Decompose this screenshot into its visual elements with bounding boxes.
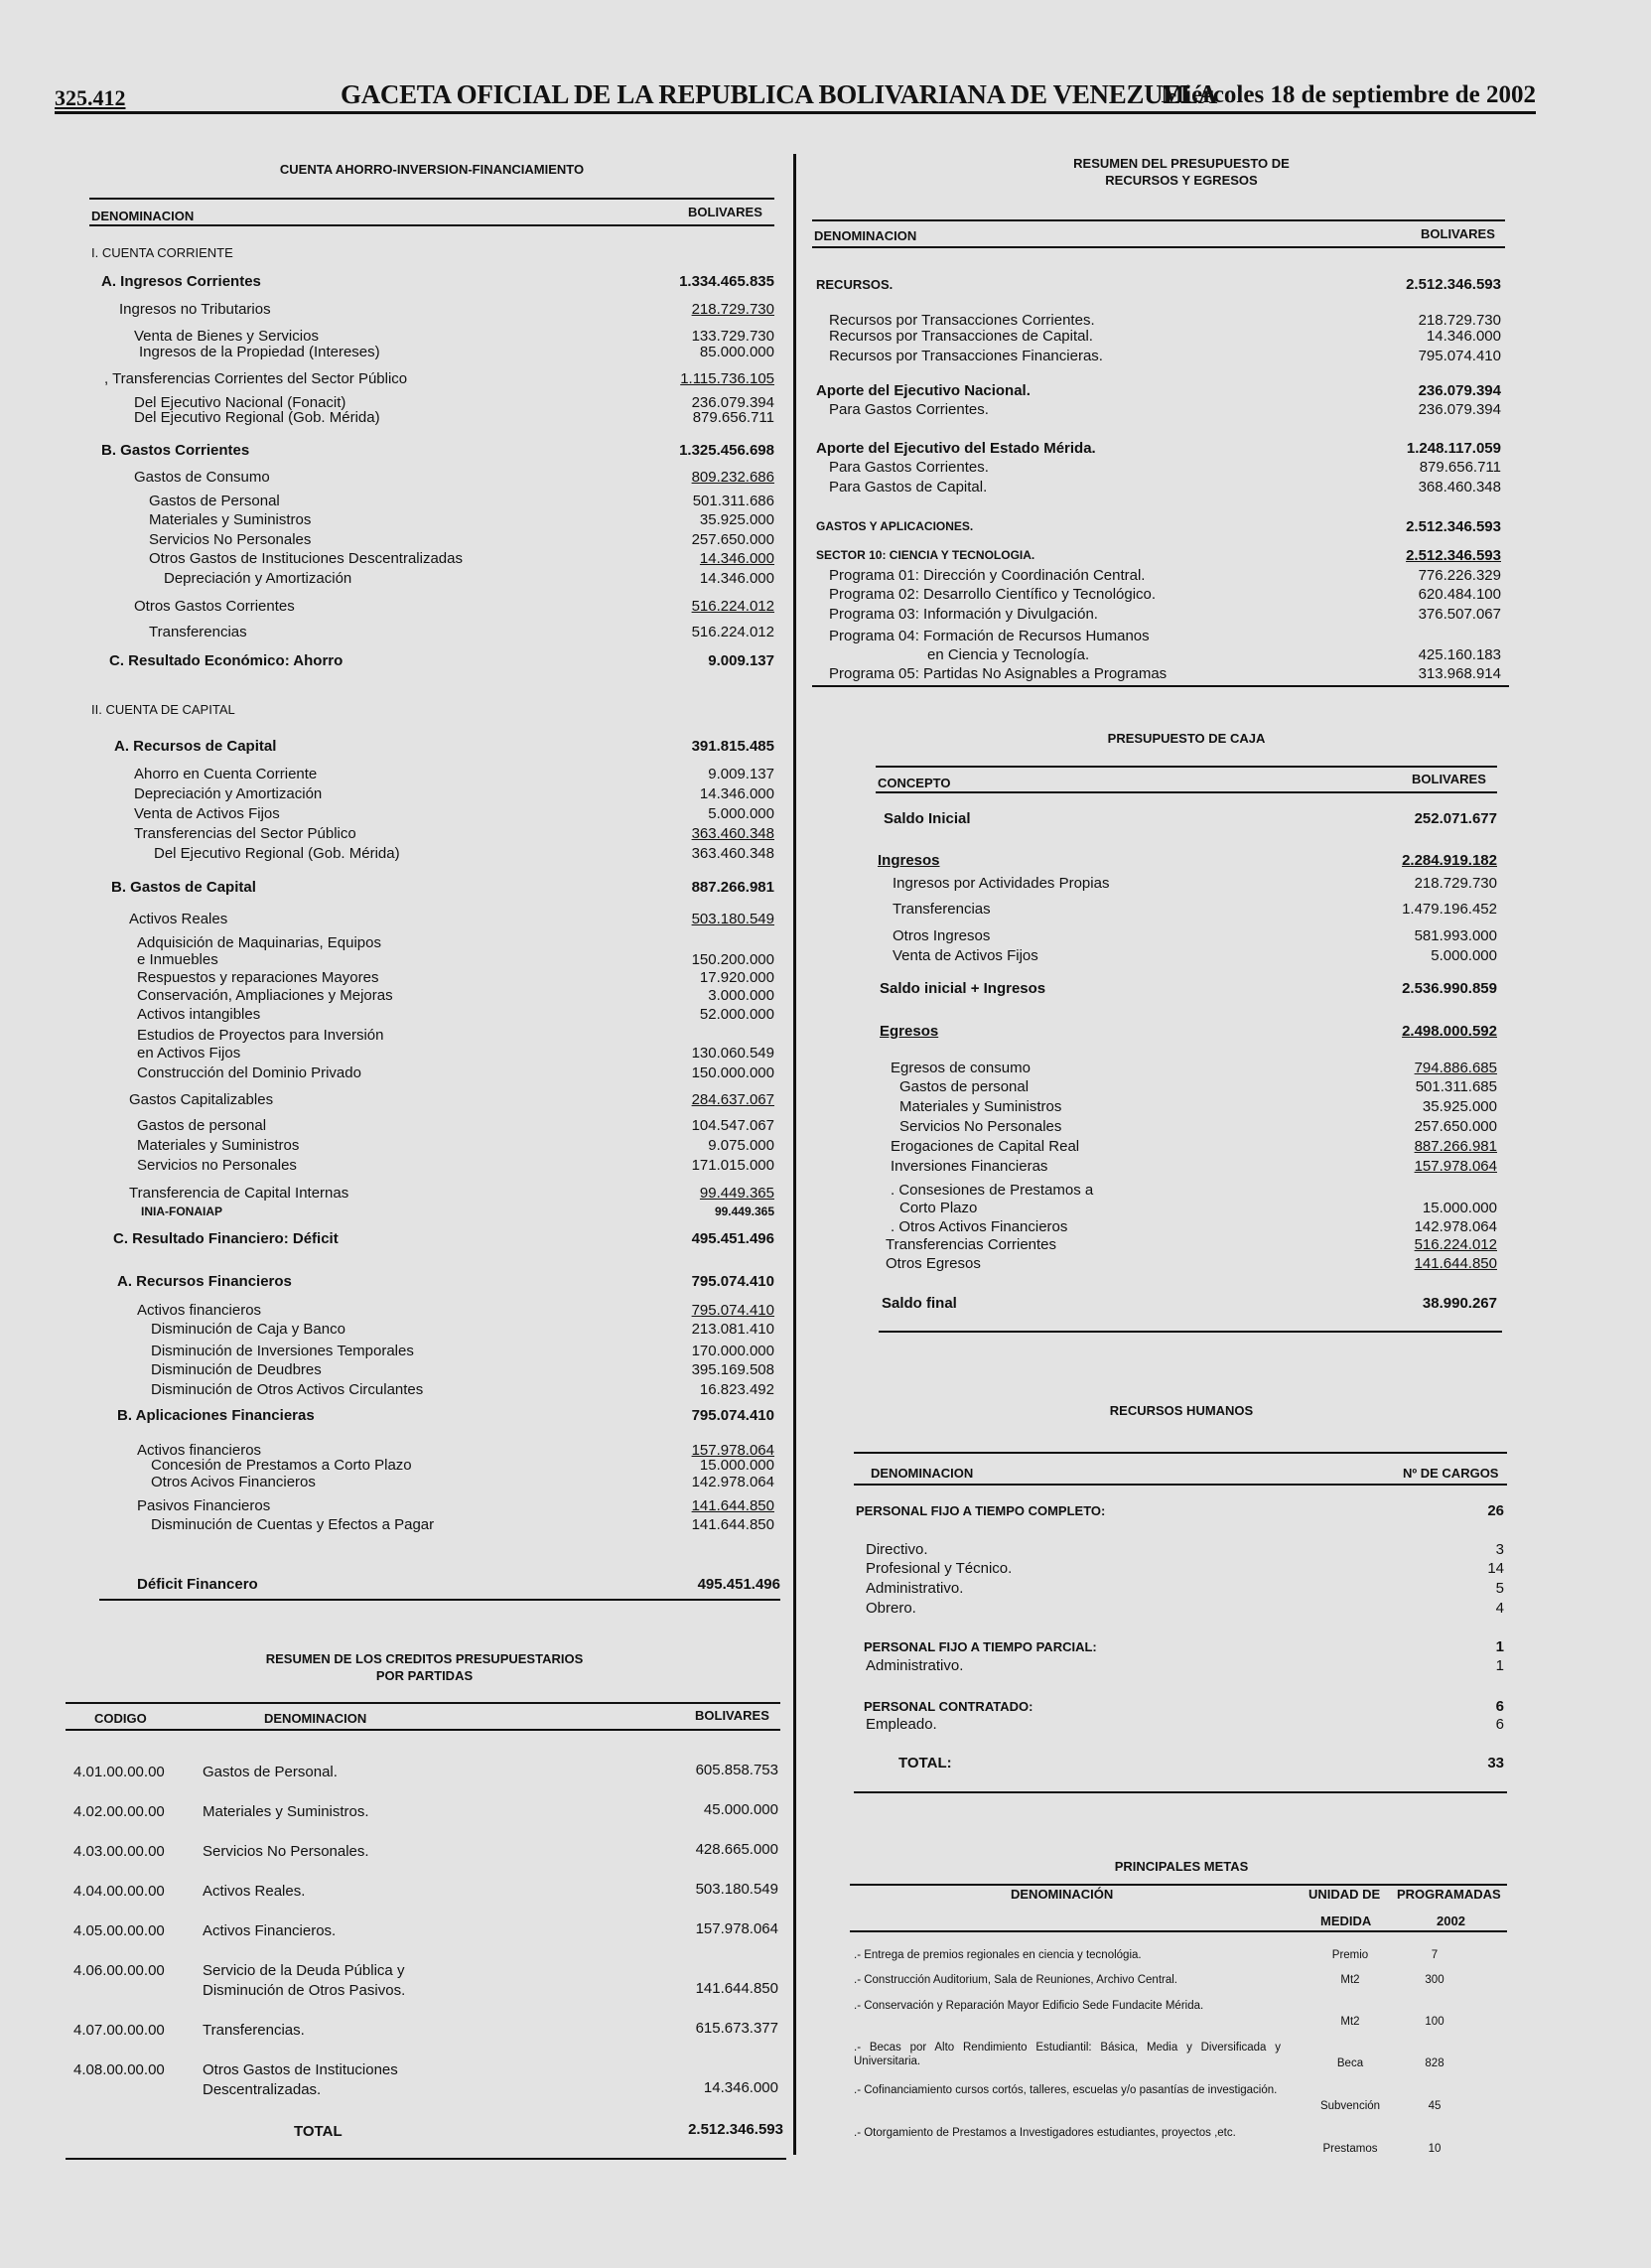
- cuenta-head-rule: [89, 224, 774, 226]
- cuenta-label: Del Ejecutivo Regional (Gob. Mérida): [134, 409, 380, 426]
- caja-head-rule: [876, 791, 1497, 793]
- resumen-value: 313.968.914: [1418, 665, 1501, 682]
- cuenta-label: Otros Gastos de Instituciones Descentralizadas: [149, 550, 463, 567]
- meta-denominacion: .- Cofinanciamiento cursos cortós, talleres, escuelas y/o pasantías de investigación.: [854, 2084, 1278, 2096]
- cuenta-value: 14.346.000: [699, 550, 774, 567]
- cuenta-label: Materiales y Suministros: [137, 1137, 300, 1154]
- cuenta-label: Respuestos y reparaciones Mayores: [137, 969, 379, 986]
- credito-value: 14.346.000: [703, 2079, 778, 2096]
- caja-value: 257.650.000: [1414, 1118, 1497, 1135]
- cuenta-value: 495.451.496: [697, 1576, 780, 1593]
- caja-value: 5.000.000: [1431, 947, 1497, 964]
- cuenta-value: 363.460.348: [691, 845, 774, 862]
- cuenta-value: 157.978.064: [691, 1442, 774, 1459]
- credito-code: 4.05.00.00.00: [73, 1922, 165, 1939]
- cuenta-value: 503.180.549: [691, 911, 774, 927]
- resumen-label: Programa 02: Desarrollo Científico y Tecnológico.: [829, 586, 1157, 603]
- rrhh-label: PERSONAL CONTRATADO:: [864, 1699, 1033, 1714]
- resumen-value: 795.074.410: [1418, 348, 1501, 364]
- resumen-value: 236.079.394: [1418, 401, 1501, 418]
- cuenta-value: 35.925.000: [699, 511, 774, 528]
- cuenta-value: 395.169.508: [691, 1361, 774, 1378]
- cuenta-label: Disminución de Deudbres: [151, 1361, 322, 1378]
- cuenta-value: 516.224.012: [691, 598, 774, 615]
- cuenta-value: 887.266.981: [691, 879, 774, 896]
- cuenta-value: 809.232.686: [691, 469, 774, 486]
- resumen-value: 620.484.100: [1418, 586, 1501, 603]
- resumen-col-denominacion: DENOMINACION: [814, 228, 917, 243]
- resumen-value: 425.160.183: [1418, 646, 1501, 663]
- caja-value: 35.925.000: [1422, 1098, 1497, 1115]
- cuenta-value: 17.920.000: [699, 969, 774, 986]
- rrhh-value: 14: [1487, 1560, 1504, 1577]
- caja-label: Transferencias: [893, 901, 991, 918]
- credito-value: 428.665.000: [695, 1841, 778, 1858]
- cuenta-label: A. Recursos de Capital: [114, 738, 277, 755]
- meta-denominacion: .- Entrega de premios regionales en ciencia y tecnológia.: [854, 1949, 1142, 1961]
- credito-value: 615.673.377: [695, 2020, 778, 2037]
- cuenta-label: Activos financieros: [137, 1302, 262, 1319]
- rrhh-col-cargos: Nº DE CARGOS: [1403, 1466, 1499, 1481]
- credito-denominacion: Transferencias.: [203, 2022, 305, 2039]
- caja-value: 252.071.677: [1414, 810, 1497, 827]
- metas-top-rule: [850, 1884, 1507, 1886]
- cuenta-label: Concesión de Prestamos a Corto Plazo: [151, 1457, 412, 1474]
- caja-label: Venta de Activos Fijos: [893, 947, 1038, 964]
- caja-title: PRESUPUESTO DE CAJA: [1107, 731, 1266, 746]
- cuenta-value: 1.115.736.105: [680, 370, 774, 387]
- resumen-label: Aporte del Ejecutivo Nacional.: [816, 382, 1031, 399]
- cuenta-label: Disminución de Cuentas y Efectos a Pagar: [151, 1516, 435, 1533]
- caja-label: Otros Ingresos: [893, 927, 991, 944]
- caja-label: Saldo Inicial: [884, 810, 971, 827]
- cuenta-label: Ahorro en Cuenta Corriente: [134, 766, 318, 782]
- rrhh-label: Administrativo.: [866, 1580, 964, 1597]
- rrhh-value: 6: [1495, 1716, 1504, 1733]
- meta-row: [854, 2083, 1509, 2113]
- creditos-top-rule: [66, 1702, 780, 1704]
- caja-value: 218.729.730: [1414, 875, 1497, 892]
- cuenta-value: 495.451.496: [691, 1230, 774, 1247]
- caja-value: 2.284.919.182: [1402, 852, 1497, 869]
- cuenta-title: CUENTA AHORRO-INVERSION-FINANCIAMIENTO: [279, 162, 585, 177]
- meta-denominacion: .- Becas por Alto Rendimiento Estudiantil: Básica, Media y Diversificada y Universitaria.: [854, 2042, 1281, 2067]
- caja-label: Inversiones Financieras: [891, 1158, 1048, 1175]
- meta-programadas: 828: [1425, 2057, 1445, 2069]
- rrhh-label: Profesional y Técnico.: [866, 1560, 1013, 1577]
- cuenta-value: 99.449.365: [699, 1185, 774, 1202]
- rrhh-title: RECURSOS HUMANOS: [1109, 1403, 1254, 1418]
- caja-label: Egresos de consumo: [891, 1060, 1031, 1076]
- caja-value: 141.644.850: [1414, 1255, 1497, 1272]
- caja-col-concepto: CONCEPTO: [878, 776, 951, 790]
- metas-head-rule: [850, 1930, 1507, 1932]
- cuenta-label: Gastos de Consumo: [134, 469, 270, 486]
- creditos-title-2: POR PARTIDAS: [375, 1668, 474, 1683]
- column-divider: [793, 154, 796, 2155]
- meta-programadas: 7: [1431, 1949, 1439, 1961]
- cuenta-value: 15.000.000: [699, 1457, 774, 1474]
- cuenta-value: 3.000.000: [708, 987, 774, 1004]
- cuenta-label: II. CUENTA DE CAPITAL: [91, 702, 235, 717]
- cuenta-label: Construcción del Dominio Privado: [137, 1064, 361, 1081]
- rrhh-label: Obrero.: [866, 1600, 916, 1617]
- resumen-top-rule: [812, 219, 1505, 221]
- cuenta-label: B. Gastos Corrientes: [101, 442, 250, 459]
- cuenta-value: 213.081.410: [691, 1321, 774, 1338]
- caja-label: . Consesiones de Prestamos a: [891, 1182, 1094, 1199]
- cuenta-label: Depreciación y Amortización: [164, 570, 352, 587]
- rrhh-top-rule: [854, 1452, 1507, 1454]
- creditos-title-1: RESUMEN DE LOS CREDITOS PRESUPUESTARIOS: [265, 1651, 584, 1666]
- cuenta-value: 5.000.000: [708, 805, 774, 822]
- rrhh-value: 4: [1495, 1600, 1504, 1617]
- resumen-label: Aporte del Ejecutivo del Estado Mérida.: [816, 440, 1096, 457]
- meta-unidad: Subvención: [1319, 2100, 1381, 2112]
- cuenta-value: 16.823.492: [699, 1381, 774, 1398]
- credito-code: 4.07.00.00.00: [73, 2022, 165, 2039]
- cuenta-value: 1.334.465.835: [679, 273, 774, 290]
- meta-unidad: Prestamos: [1322, 2143, 1378, 2155]
- meta-programadas: 45: [1428, 2100, 1442, 2112]
- credito-value: 157.978.064: [695, 1920, 778, 1937]
- caja-label: Ingresos: [878, 852, 940, 869]
- resumen-label: RECURSOS.: [816, 277, 894, 292]
- credito-denominacion: Materiales y Suministros.: [203, 1803, 369, 1820]
- credito-denominacion: Gastos de Personal.: [203, 1764, 338, 1780]
- rrhh-value: 6: [1495, 1698, 1504, 1715]
- resumen-value: 2.512.346.593: [1406, 547, 1501, 564]
- cuenta-label: B. Gastos de Capital: [111, 879, 256, 896]
- cuenta-label: Servicios no Personales: [137, 1157, 297, 1174]
- credito-denominacion-cont: Descentralizadas.: [203, 2081, 322, 2098]
- resumen-value: 2.512.346.593: [1406, 518, 1501, 535]
- caja-value: 794.886.685: [1414, 1060, 1497, 1076]
- meta-programadas: 100: [1425, 2016, 1445, 2028]
- cuenta-value: 795.074.410: [691, 1407, 774, 1424]
- meta-denominacion: .- Conservación y Reparación Mayor Edificio Sede Fundacite Mérida.: [854, 2000, 1204, 2012]
- meta-row: [854, 2126, 1509, 2156]
- rrhh-value: 1: [1495, 1657, 1504, 1674]
- cuenta-label: Disminución de Inversiones Temporales: [151, 1343, 414, 1359]
- cuenta-label: B. Aplicaciones Financieras: [117, 1407, 315, 1424]
- cuenta-label: Transferencias: [149, 624, 247, 640]
- meta-unidad: Mt2: [1340, 2016, 1360, 2028]
- cuenta-label: Disminución de Caja y Banco: [151, 1321, 345, 1338]
- credito-value: 141.644.850: [695, 1980, 778, 1997]
- metas-col-denominacion: DENOMINACIÓN: [1011, 1887, 1114, 1902]
- cuenta-label: Transferencias del Sector Público: [134, 825, 356, 842]
- resumen-title-2: RECURSOS Y EGRESOS: [1105, 173, 1258, 188]
- meta-programadas: 10: [1428, 2143, 1442, 2155]
- cuenta-label: Gastos Capitalizables: [129, 1091, 274, 1108]
- credito-code: 4.03.00.00.00: [73, 1843, 165, 1860]
- cuenta-value: 218.729.730: [691, 301, 774, 318]
- cuenta-value: 99.449.365: [714, 1205, 774, 1218]
- credito-code: 4.06.00.00.00: [73, 1962, 165, 1979]
- cuenta-label: Transferencia de Capital Internas: [129, 1185, 349, 1202]
- credito-denominacion: Activos Reales.: [203, 1883, 306, 1900]
- credito-denominacion-cont: Disminución de Otros Pasivos.: [203, 1982, 406, 1999]
- cuenta-label: Del Ejecutivo Regional (Gob. Mérida): [154, 845, 400, 862]
- cuenta-label: C. Resultado Financiero: Déficit: [113, 1230, 339, 1247]
- resumen-label: Programa 05: Partidas No Asignables a Programas: [829, 665, 1168, 682]
- page-number: 325.412: [55, 85, 126, 110]
- cuenta-label: Gastos de Personal: [149, 493, 280, 509]
- caja-col-bolivares: BOLIVARES: [1412, 772, 1486, 786]
- cuenta-value: 9.009.137: [708, 652, 774, 669]
- cuenta-label: Disminución de Otros Activos Circulantes: [151, 1381, 424, 1398]
- resumen-label: Para Gastos de Capital.: [829, 479, 988, 496]
- caja-label: Ingresos por Actividades Propias: [893, 875, 1110, 892]
- cuenta-value: 9.009.137: [708, 766, 774, 782]
- resumen-label: en Ciencia y Tecnología.: [927, 646, 1090, 663]
- cuenta-value: 9.075.000: [708, 1137, 774, 1154]
- cuenta-value: 284.637.067: [691, 1091, 774, 1108]
- resumen-label: Programa 01: Dirección y Coordinación Central.: [829, 567, 1146, 584]
- cuenta-value: 133.729.730: [691, 328, 774, 345]
- cuenta-value: 1.325.456.698: [679, 442, 774, 459]
- resumen-label: Recursos por Transacciones de Capital.: [829, 328, 1093, 345]
- rrhh-value: 5: [1495, 1580, 1504, 1597]
- cuenta-label: A. Ingresos Corrientes: [101, 273, 261, 290]
- cuenta-label: e Inmuebles: [137, 951, 218, 968]
- cuenta-bottom-rule: [99, 1599, 780, 1601]
- caja-bottom-rule: [879, 1331, 1502, 1333]
- metas-col-programadas-1: PROGRAMADAS: [1397, 1887, 1501, 1902]
- cuenta-label: Activos financieros: [137, 1442, 262, 1459]
- resumen-value: 776.226.329: [1418, 567, 1501, 584]
- cuenta-value: 14.346.000: [699, 785, 774, 802]
- resumen-head-rule: [812, 246, 1505, 248]
- rrhh-label: Directivo.: [866, 1541, 928, 1558]
- cuenta-value: 257.650.000: [691, 531, 774, 548]
- credito-denominacion: Otros Gastos de Instituciones: [203, 2061, 398, 2078]
- cuenta-value: 150.200.000: [691, 951, 774, 968]
- caja-label: Saldo final: [882, 1295, 957, 1312]
- credito-code: 4.04.00.00.00: [73, 1883, 165, 1900]
- caja-label: Egresos: [880, 1023, 939, 1040]
- rrhh-value: 26: [1487, 1502, 1504, 1519]
- creditos-col-denominacion: DENOMINACION: [264, 1711, 367, 1726]
- caja-label: Transferencias Corrientes: [886, 1236, 1057, 1253]
- cuenta-label: Pasivos Financieros: [137, 1497, 271, 1514]
- rrhh-label: TOTAL:: [898, 1755, 952, 1772]
- resumen-bottom-rule: [812, 685, 1509, 687]
- cuenta-label: en Activos Fijos: [137, 1045, 241, 1062]
- cuenta-value: 795.074.410: [691, 1302, 774, 1319]
- caja-label: Gastos de personal: [899, 1078, 1030, 1095]
- rrhh-bottom-rule: [854, 1791, 1507, 1793]
- cuenta-value: 879.656.711: [692, 409, 774, 426]
- rrhh-label: Empleado.: [866, 1716, 937, 1733]
- cuenta-value: 150.000.000: [691, 1064, 774, 1081]
- gazette-header: [55, 79, 1536, 113]
- creditos-col-bolivares: BOLIVARES: [695, 1708, 769, 1723]
- caja-value: 157.978.064: [1414, 1158, 1497, 1175]
- cuenta-value: 130.060.549: [691, 1045, 774, 1062]
- caja-label: Saldo inicial + Ingresos: [880, 980, 1046, 997]
- rrhh-value: 1: [1495, 1638, 1504, 1655]
- cuenta-label: Déficit Financero: [137, 1576, 258, 1593]
- cuenta-label: Del Ejecutivo Nacional (Fonacit): [134, 394, 346, 411]
- rrhh-value: 33: [1487, 1755, 1504, 1772]
- cuenta-value: 236.079.394: [691, 394, 774, 411]
- cuenta-label: Conservación, Ampliaciones y Mejoras: [137, 987, 393, 1004]
- resumen-label: Programa 03: Información y Divulgación.: [829, 606, 1098, 623]
- caja-value: 2.498.000.592: [1402, 1023, 1497, 1040]
- resumen-value: 2.512.346.593: [1406, 276, 1501, 293]
- cuenta-label: , Transferencias Corrientes del Sector Público: [104, 370, 408, 387]
- cuenta-value: 170.000.000: [691, 1343, 774, 1359]
- caja-label: Otros Egresos: [886, 1255, 981, 1272]
- caja-value: 38.990.267: [1422, 1295, 1497, 1312]
- cuenta-label: Ingresos no Tributarios: [119, 301, 271, 318]
- cuenta-label: C. Resultado Económico: Ahorro: [109, 652, 344, 669]
- cuenta-col-bolivares: BOLIVARES: [688, 205, 762, 219]
- meta-programadas: 300: [1425, 1974, 1445, 1986]
- cuenta-label: A. Recursos Financieros: [117, 1273, 292, 1290]
- creditos-total-value: 2.512.346.593: [688, 2121, 783, 2138]
- cuenta-value: 52.000.000: [699, 1006, 774, 1023]
- caja-value: 1.479.196.452: [1402, 901, 1497, 918]
- cuenta-value: 516.224.012: [691, 624, 774, 640]
- metas-title: PRINCIPALES METAS: [1114, 1859, 1249, 1874]
- gazette-date: Miércoles 18 de septiembre de 2002: [1161, 81, 1536, 108]
- caja-value: 887.266.981: [1414, 1138, 1497, 1155]
- caja-label: Servicios No Personales: [899, 1118, 1062, 1135]
- credito-code: 4.02.00.00.00: [73, 1803, 165, 1820]
- cuenta-label: Venta de Bienes y Servicios: [134, 328, 319, 345]
- cuenta-value: 142.978.064: [691, 1474, 774, 1490]
- resumen-value: 218.729.730: [1418, 312, 1501, 329]
- meta-denominacion: .- Otorgamiento de Prestamos a Investigadores estudiantes, proyectos ,etc.: [854, 2127, 1236, 2139]
- caja-value: 501.311.685: [1415, 1078, 1497, 1095]
- caja-label: . Otros Activos Financieros: [891, 1218, 1068, 1235]
- credito-code: 4.01.00.00.00: [73, 1764, 165, 1780]
- caja-top-rule: [876, 766, 1497, 768]
- creditos-col-codigo: CODIGO: [94, 1711, 147, 1726]
- cuenta-value: 14.346.000: [699, 570, 774, 587]
- resumen-value: 1.248.117.059: [1406, 440, 1501, 457]
- cuenta-value: 363.460.348: [691, 825, 774, 842]
- caja-value: 15.000.000: [1422, 1200, 1497, 1216]
- caja-value: 2.536.990.859: [1402, 980, 1497, 997]
- creditos-bottom-rule: [66, 2158, 786, 2160]
- gazette-title: GACETA OFICIAL DE LA REPUBLICA BOLIVARIANA DE VENEZUELA: [341, 79, 1217, 109]
- resumen-label: Para Gastos Corrientes.: [829, 401, 989, 418]
- resumen-label: Para Gastos Corrientes.: [829, 459, 989, 476]
- caja-value: 516.224.012: [1414, 1236, 1497, 1253]
- cuenta-value: 141.644.850: [691, 1516, 774, 1533]
- resumen-value: 879.656.711: [1419, 459, 1501, 476]
- cuenta-value: 795.074.410: [691, 1273, 774, 1290]
- cuenta-label: Activos intangibles: [137, 1006, 261, 1023]
- credito-denominacion: Servicios No Personales.: [203, 1843, 369, 1860]
- credito-code: 4.08.00.00.00: [73, 2061, 165, 2078]
- meta-unidad: Premio: [1331, 1949, 1369, 1961]
- rrhh-col-denominacion: DENOMINACION: [871, 1466, 974, 1481]
- resumen-label: GASTOS Y APLICACIONES.: [816, 519, 974, 533]
- cuenta-label: Ingresos de la Propiedad (Intereses): [139, 344, 380, 360]
- cuenta-label: Venta de Activos Fijos: [134, 805, 280, 822]
- cuenta-label: I. CUENTA CORRIENTE: [91, 245, 233, 260]
- caja-value: 581.993.000: [1414, 927, 1497, 944]
- meta-row: [854, 1999, 1509, 2029]
- rrhh-head-rule: [854, 1484, 1507, 1486]
- rrhh-label: Administrativo.: [866, 1657, 964, 1674]
- meta-row: [854, 2041, 1509, 2070]
- metas-col-unidad-2: MEDIDA: [1320, 1914, 1372, 1928]
- credito-denominacion: Activos Financieros.: [203, 1922, 337, 1939]
- resumen-label: Recursos por Transacciones Corrientes.: [829, 312, 1095, 329]
- rrhh-label: PERSONAL FIJO A TIEMPO COMPLETO:: [856, 1503, 1106, 1518]
- creditos-total-label: TOTAL: [294, 2123, 343, 2140]
- cuenta-label: Servicios No Personales: [149, 531, 312, 548]
- rrhh-value: 3: [1495, 1541, 1504, 1558]
- cuenta-label: INIA-FONAIAP: [141, 1205, 222, 1218]
- cuenta-value: 141.644.850: [691, 1497, 774, 1514]
- cuenta-value: 501.311.686: [692, 493, 774, 509]
- credito-value: 605.858.753: [695, 1762, 778, 1778]
- header-rule: [55, 111, 1536, 114]
- meta-unidad: Mt2: [1340, 1974, 1360, 1986]
- meta-unidad: Beca: [1336, 2057, 1364, 2069]
- caja-label: Corto Plazo: [899, 1200, 978, 1216]
- cuenta-label: Estudios de Proyectos para Inversión: [137, 1027, 384, 1044]
- cuenta-value: 391.815.485: [691, 738, 774, 755]
- cuenta-label: Materiales y Suministros: [149, 511, 312, 528]
- cuenta-value: 171.015.000: [691, 1157, 774, 1174]
- metas-col-unidad-1: UNIDAD DE: [1308, 1887, 1381, 1902]
- meta-denominacion: .- Construcción Auditorium, Sala de Reuniones, Archivo Central.: [854, 1974, 1177, 1986]
- resumen-value: 236.079.394: [1418, 382, 1501, 399]
- resumen-label: Programa 04: Formación de Recursos Humanos: [829, 628, 1150, 644]
- cuenta-label: Depreciación y Amortización: [134, 785, 323, 802]
- cuenta-label: Activos Reales: [129, 911, 228, 927]
- credito-value: 45.000.000: [703, 1801, 778, 1818]
- caja-label: Materiales y Suministros: [899, 1098, 1062, 1115]
- resumen-value: 368.460.348: [1418, 479, 1501, 496]
- credito-value: 503.180.549: [695, 1881, 778, 1898]
- cuenta-top-rule: [89, 198, 774, 200]
- cuenta-value: 104.547.067: [691, 1117, 774, 1134]
- resumen-value: 14.346.000: [1426, 328, 1501, 345]
- cuenta-label: Otros Gastos Corrientes: [134, 598, 295, 615]
- resumen-title-1: RESUMEN DEL PRESUPUESTO DE: [1073, 156, 1290, 171]
- resumen-value: 376.507.067: [1418, 606, 1501, 623]
- resumen-col-bolivares: BOLIVARES: [1421, 226, 1495, 241]
- caja-value: 142.978.064: [1414, 1218, 1497, 1235]
- cuenta-label: Adquisición de Maquinarias, Equipos: [137, 934, 381, 951]
- rrhh-label: PERSONAL FIJO A TIEMPO PARCIAL:: [864, 1639, 1097, 1654]
- cuenta-value: 85.000.000: [699, 344, 774, 360]
- metas-col-programadas-2: 2002: [1437, 1914, 1465, 1928]
- cuenta-label: Otros Acivos Financieros: [151, 1474, 316, 1490]
- resumen-label: SECTOR 10: CIENCIA Y TECNOLOGIA.: [816, 548, 1035, 562]
- cuenta-col-denominacion: DENOMINACION: [91, 209, 195, 223]
- cuenta-label: Gastos de personal: [137, 1117, 267, 1134]
- creditos-head-rule: [66, 1729, 780, 1731]
- resumen-label: Recursos por Transacciones Financieras.: [829, 348, 1103, 364]
- credito-denominacion: Servicio de la Deuda Pública y: [203, 1962, 405, 1979]
- caja-label: Erogaciones de Capital Real: [891, 1138, 1080, 1155]
